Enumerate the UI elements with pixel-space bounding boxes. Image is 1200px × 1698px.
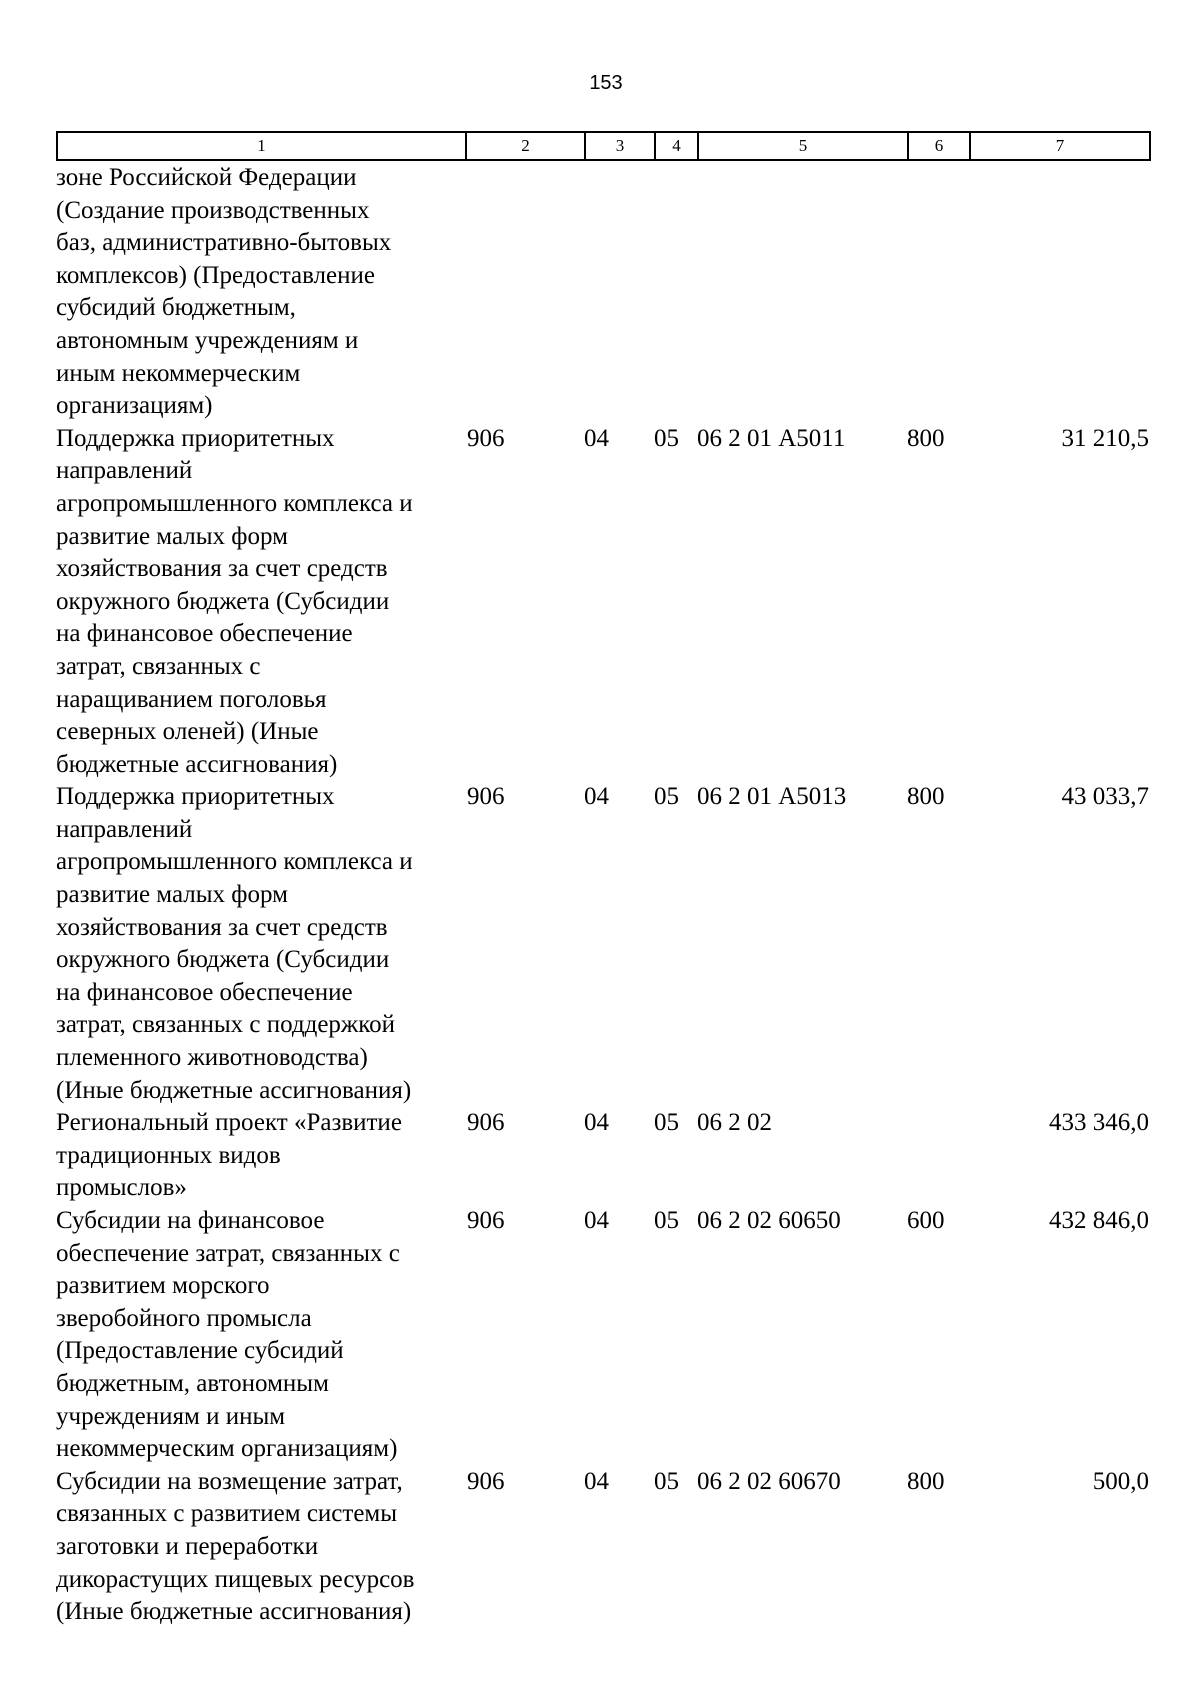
table-row <box>56 423 1149 782</box>
header-col-1: 1 <box>57 132 466 160</box>
row-description <box>56 1107 465 1205</box>
expense-type-code: 600 <box>907 1207 945 1234</box>
header-col-2: 2 <box>466 132 585 160</box>
description-line: (Предоставление субсидий <box>56 1337 344 1365</box>
row-description <box>56 162 465 423</box>
row-description <box>56 423 465 782</box>
section-code: 04 <box>584 1467 609 1495</box>
description-line: Поддержка приоритетных <box>56 783 335 811</box>
description-line: на финансовое обеспечение <box>56 978 353 1006</box>
expense-type-code: 800 <box>907 783 945 811</box>
description-line: субсидий бюджетным, <box>56 294 296 322</box>
description-line: направлений <box>56 815 193 843</box>
target-article-code: 06 2 02 60670 <box>697 1467 841 1495</box>
description-line: направлений <box>56 457 193 485</box>
ministry-code: 906 <box>467 783 505 811</box>
description-line: затрат, связанных с поддержкой <box>56 1011 395 1039</box>
description-line: развитие малых форм <box>56 881 288 909</box>
target-article-code: 06 2 01 А5011 <box>697 424 846 452</box>
section-code: 04 <box>584 1207 609 1234</box>
description-line: окружного бюджета (Субсидии <box>56 587 390 615</box>
description-line: развитие малых форм <box>56 522 288 550</box>
target-article-code: 06 2 02 <box>697 1109 772 1137</box>
description-line: Субсидии на возмещение затрат, <box>56 1467 403 1495</box>
description-line: промыслов» <box>56 1174 187 1202</box>
description-line: агропромышленного комплекса и <box>56 489 413 517</box>
table-row <box>56 1205 1149 1466</box>
header-col-6: 6 <box>908 132 970 160</box>
section-code: 04 <box>584 1109 609 1137</box>
table-row <box>56 1466 1149 1629</box>
ministry-code: 906 <box>467 424 505 452</box>
description-line: затрат, связанных с <box>56 652 261 680</box>
subsection-code: 05 <box>654 1109 679 1137</box>
description-line: окружного бюджета (Субсидии <box>56 946 390 974</box>
subsection-code: 05 <box>654 1207 679 1234</box>
header-col-4: 4 <box>655 132 698 160</box>
description-line: наращиванием поголовья <box>56 685 327 713</box>
description-line: зверобойного промысла <box>56 1304 312 1332</box>
description-line: племенного животноводства) <box>56 1044 368 1072</box>
ministry-code: 906 <box>467 1207 505 1234</box>
row-description <box>56 1466 465 1629</box>
subsection-code: 05 <box>654 1467 679 1495</box>
row-description <box>56 781 465 1107</box>
description-line: учреждениям и иным <box>56 1402 286 1430</box>
description-line: Субсидии на финансовое <box>56 1207 325 1234</box>
description-line: (Иные бюджетные ассигнования) <box>56 1598 412 1626</box>
description-line: Региональный проект «Развитие <box>56 1109 402 1137</box>
description-line: комплексов) (Предоставление <box>56 261 375 289</box>
description-line: (Иные бюджетные ассигнования) <box>56 1076 412 1104</box>
description-line: Поддержка приоритетных <box>56 424 335 452</box>
expense-type-code: 800 <box>907 424 945 452</box>
expense-type-code: 800 <box>907 1467 945 1495</box>
description-line: хозяйствования за счет средств <box>56 913 388 941</box>
description-line: обеспечение затрат, связанных с <box>56 1239 400 1267</box>
header-col-5: 5 <box>698 132 908 160</box>
amount: 31 210,5 <box>1061 424 1149 452</box>
description-line: иным некоммерческим <box>56 359 301 387</box>
section-code: 04 <box>584 424 609 452</box>
budget-table-body <box>56 162 1149 1629</box>
amount: 43 033,7 <box>1061 783 1149 811</box>
description-line: зоне Российской Федерации <box>56 164 357 191</box>
description-line: организациям) <box>56 392 213 420</box>
subsection-code: 05 <box>654 424 679 452</box>
description-line: хозяйствования за счет средств <box>56 555 388 583</box>
description-line: заготовки и переработки <box>56 1532 319 1560</box>
target-article-code: 06 2 01 А5013 <box>697 783 847 811</box>
description-line: связанных с развитием системы <box>56 1500 398 1528</box>
ministry-code: 906 <box>467 1467 505 1495</box>
description-line: автономным учреждениям и <box>56 326 359 354</box>
description-line: некоммерческим организациям) <box>56 1435 398 1463</box>
description-line: развитием морского <box>56 1272 270 1300</box>
description-line: северных оленей) (Иные <box>56 718 319 746</box>
subsection-code: 05 <box>654 783 679 811</box>
header-col-7: 7 <box>970 132 1150 160</box>
description-line: баз, административно-бытовых <box>56 229 392 257</box>
amount: 500,0 <box>1092 1467 1149 1495</box>
description-line: бюджетные ассигнования) <box>56 750 338 778</box>
page-number: 153 <box>589 72 623 94</box>
description-line: традиционных видов <box>56 1141 281 1169</box>
table-row <box>56 781 1149 1107</box>
ministry-code: 906 <box>467 1109 505 1137</box>
description-line: бюджетным, автономным <box>56 1369 329 1397</box>
section-code: 04 <box>584 783 609 811</box>
header-row <box>57 132 1150 160</box>
description-line: на финансовое обеспечение <box>56 620 353 648</box>
table-row <box>56 1107 1149 1205</box>
header-col-3: 3 <box>585 132 655 160</box>
target-article-code: 06 2 02 60650 <box>697 1207 841 1234</box>
description-line: агропромышленного комплекса и <box>56 848 413 876</box>
row-description <box>56 1205 465 1466</box>
amount: 433 346,0 <box>1049 1109 1149 1137</box>
description-line: дикорастущих пищевых ресурсов <box>56 1565 415 1593</box>
table-row <box>56 162 1149 423</box>
description-line: (Создание производственных <box>56 196 370 224</box>
amount: 432 846,0 <box>1049 1207 1149 1234</box>
column-number-header <box>56 131 1151 161</box>
